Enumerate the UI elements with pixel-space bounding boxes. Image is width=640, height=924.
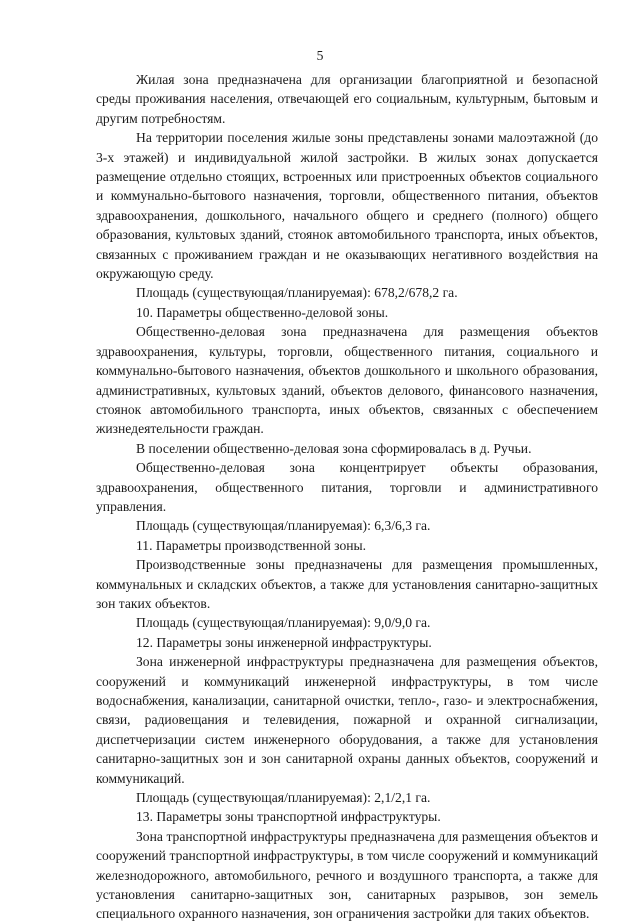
- paragraph-public-business-location: В поселении общественно-деловая зона сформировалась в д. Ручьи.: [136, 440, 532, 456]
- paragraph-residential-area: Площадь (существующая/планируемая): 678,2/678,2 га.: [136, 285, 458, 301]
- paragraph-residential-zone: Жилая зона предназначена для организации благоприятной и безопасной среды проживания населения, отвечающей его социальным, культурным, бытовым и другим потребностям.: [96, 72, 598, 126]
- paragraph-transport-zone: Зона транспортной инфраструктуры предназначена для размещения объектов и сооружений транспортной инфраструктуры, в том числе сооружений и коммуникаций железнодорожного, автомобильного, речного и воздушного транспорта, а также для установления санитарно-защитных зон, санитарных разрывов, зон земель специального охранного назначения, зон ограничения застройки для таких объектов.: [96, 828, 598, 922]
- heading-engineering-zone: 12. Параметры зоны инженерной инфраструктуры.: [136, 634, 432, 650]
- paragraph-industrial-zone: Производственные зоны предназначены для размещения промышленных, коммунальных и складских объектов, а также для установления санитарно-защитных зон таких объектов.: [96, 557, 598, 611]
- heading-transport-zone: 13. Параметры зоны транспортной инфраструктуры.: [136, 809, 441, 825]
- paragraph-residential-zone-details: На территории поселения жилые зоны представлены зонами малоэтажной (до 3-х этажей) и индивидуальной жилой застройки. В жилых зонах допускается размещение отдельно стоящих, встроенных или пристроенных объектов социального и коммунально-бытового назначения, торговли, общественного питания, объектов здравоохранения, дошкольного, начального общего и среднего (полного) общего образования, культовых зданий, стоянок автомобильного транспорта, иных объектов, связанных с проживанием граждан и не оказывающих негативного воздействия на окружающую среду.: [96, 130, 598, 282]
- heading-public-business-zone: 10. Параметры общественно-деловой зоны.: [136, 304, 389, 320]
- paragraph-public-business-objects: Общественно-деловая зона концентрирует объекты образования, здравоохранения, общественного питания, торговли и административного управления.: [96, 460, 598, 514]
- paragraph-engineering-zone: Зона инженерной инфраструктуры предназначена для размещения объектов, сооружений и коммуникаций инженерной инфраструктуры, в том числе водоснабжения, канализации, санитарной очистки, тепло-, газо- и электроснабжения, связи, радиовещания и телевидения, пожарной и охранной сигнализации, диспетчеризации систем инженерного оборудования, а также для установления санитарно-защитных зон и зон санитарной охраны данных объектов, сооружений и коммуникаций.: [96, 654, 598, 786]
- paragraph-public-business-zone: Общественно-деловая зона предназначена для размещения объектов здравоохранения, культуры, торговли, общественного питания, социального и коммунально-бытового назначения, объектов дошкольного и школьного образования, административных, культовых зданий, объектов делового, финансового назначения, стоянок автомобильного транспорта, иных объектов, связанных с обеспечением жизнедеятельности граждан.: [96, 324, 598, 437]
- paragraph-industrial-area: Площадь (существующая/планируемая): 9,0/9,0 га.: [136, 615, 431, 631]
- page-number: 5: [316, 48, 324, 63]
- paragraph-public-business-area: Площадь (существующая/планируемая): 6,3/6,3 га.: [136, 518, 431, 534]
- heading-industrial-zone: 11. Параметры производственной зоны.: [136, 537, 367, 553]
- paragraph-engineering-area: Площадь (существующая/планируемая): 2,1/2,1 га.: [136, 790, 431, 806]
